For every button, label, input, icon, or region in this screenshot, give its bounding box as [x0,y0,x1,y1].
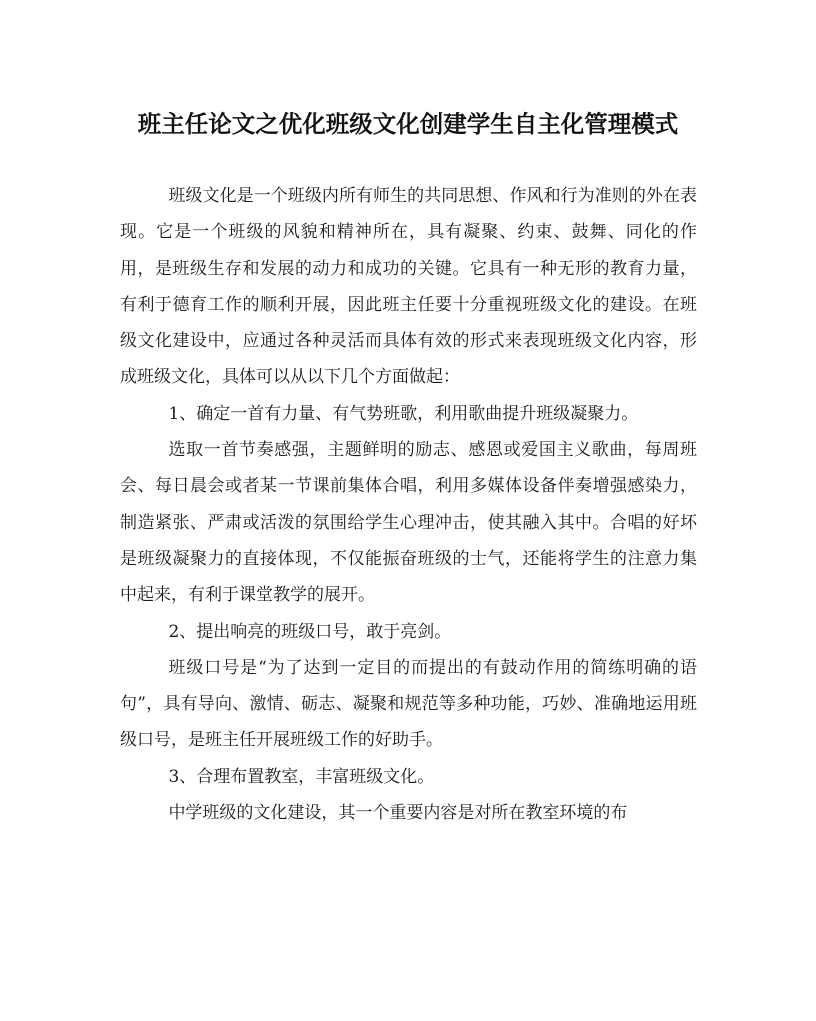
document-title: 班主任论文之优化班级文化创建学生自主化管理模式 [137,110,679,138]
heading-section-1: 1、确定一首有力量、有气势班歌，利用歌曲提升班级凝聚力。 [168,403,639,424]
heading-section-3: 3、合理布置教室，丰富班级文化。 [168,766,435,787]
paragraph-section-2: 班级口号是“为了达到一定目的而提出的有鼓动作用的简练明确的语句”，具有导向、激情、砺志、凝聚和规范等多种功能，巧妙、准确地运用班级口号，是班主任开展班级工作的好助手。 [120,657,697,751]
heading-section-2: 2、提出响亮的班级口号，敢于亮剑。 [168,621,452,642]
document-body [120,178,697,831]
paragraph-section-1: 选取一首节奏感强，主题鲜明的励志、感恩或爱国主义歌曲，每周班会、每日晨会或者某一节课前集体合唱，利用多媒体设备伴奏增强感染力，制造紧张、严肃或活泼的氛围给学生心理冲击，使其融入其中。合唱的好坏是班级凝聚力的直接体现，不仅能振奋班级的士气，还能将学生的注意力集中起来，有利于课堂教学的展开。 [120,440,697,606]
paragraph-intro: 班级文化是一个班级内所有师生的共同思想、作风和行为准则的外在表现。它是一个班级的风貌和精神所在，具有凝聚、约束、鼓舞、同化的作用，是班级生存和发展的动力和成功的关键。它具有一种无形的教育力量，有利于德育工作的顺利开展，因此班主任要十分重视班级文化的建设。在班级文化建设中，应通过各种灵活而具体有效的形式来表现班级文化内容，形成班级文化，具体可以从以下几个方面做起： [120,186,697,388]
paragraph-section-3: 中学班级的文化建设，其一个重要内容是对所在教室环境的布 [168,803,628,824]
